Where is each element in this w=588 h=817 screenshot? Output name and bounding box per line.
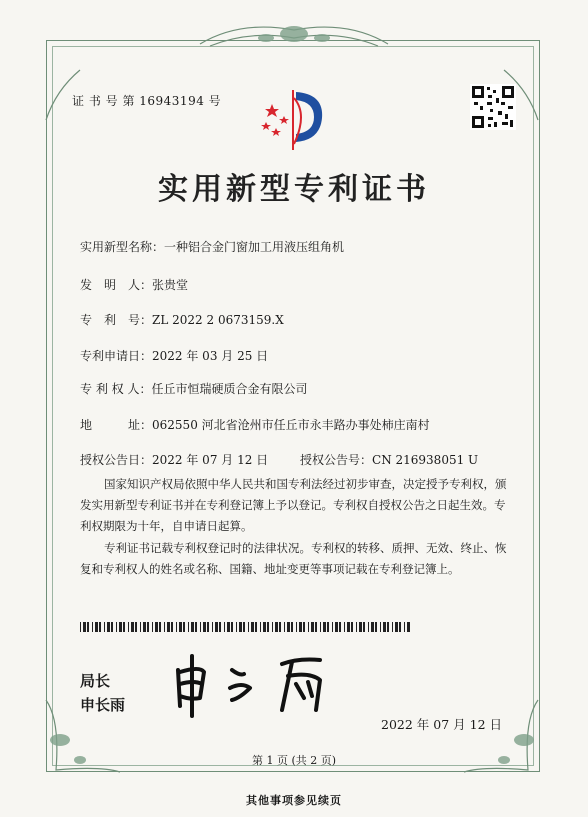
issue-date: 2022 年 07 月 12 日 — [381, 717, 502, 732]
page-title: 实用新型专利证书 — [158, 172, 430, 207]
field-application-date — [80, 347, 268, 364]
legal-status-paragraph: 专利证书记载专利权登记时的法律状况。专利权的转移、质押、无效、终止、恢复和专利权人的姓名或名称、国籍、地址变更等事项记载在专利登记簿上。 — [80, 541, 507, 576]
field-value: 062550 河北省沧州市任丘市永丰路办事处柿庄南村 — [152, 418, 430, 432]
field-utility-model-name — [80, 238, 344, 255]
field-label: 专 利 号： — [80, 313, 153, 327]
field-value: 一种铝合金门窗加工用液压组角机 — [164, 240, 345, 254]
field-announce-number — [300, 451, 478, 468]
field-label: 专利申请日： — [80, 349, 153, 363]
barcode-icon — [80, 622, 410, 632]
field-value: 张贵堂 — [152, 278, 189, 292]
cnipa-logo-icon — [258, 84, 328, 156]
certificate-number: 证 书 号 第 16943194 号 — [72, 94, 222, 108]
signer-name: 申长雨 — [80, 696, 126, 714]
footer-note: 其他事项参见续页 — [246, 794, 342, 807]
field-label: 授权公告日： — [80, 453, 153, 467]
field-value: ZL 2022 2 0673159.X — [152, 313, 284, 327]
field-label: 授权公告号： — [300, 453, 373, 467]
field-value: CN 216938051 U — [372, 453, 479, 467]
field-announce-date — [80, 451, 268, 468]
field-label: 专 利 权 人： — [80, 382, 152, 396]
signature-icon — [170, 650, 370, 720]
field-patentee — [80, 380, 307, 397]
grant-paragraph: 国家知识产权局依照中华人民共和国专利法经过初步审查，决定授予专利权，颁发实用新型专利证书并在专利登记簿上予以登记。专利权自授权公告之日起生效。专利权期限为十年，自申请日起算。 — [80, 477, 507, 533]
field-value: 任丘市恒瑞硬质合金有限公司 — [151, 382, 308, 396]
field-inventor — [80, 276, 188, 293]
field-label: 地 址： — [80, 418, 153, 432]
field-address — [80, 416, 430, 433]
signer-title: 局长 — [80, 672, 111, 690]
page-info: 第 1 页 (共 2 页) — [251, 754, 337, 767]
field-value: 2022 年 07 月 12 日 — [152, 453, 269, 467]
field-label: 发 明 人： — [80, 278, 153, 292]
qr-code-icon — [470, 84, 516, 130]
field-patent-number — [80, 311, 284, 328]
field-label: 实用新型名称： — [80, 240, 165, 254]
field-value: 2022 年 03 月 25 日 — [152, 349, 269, 363]
